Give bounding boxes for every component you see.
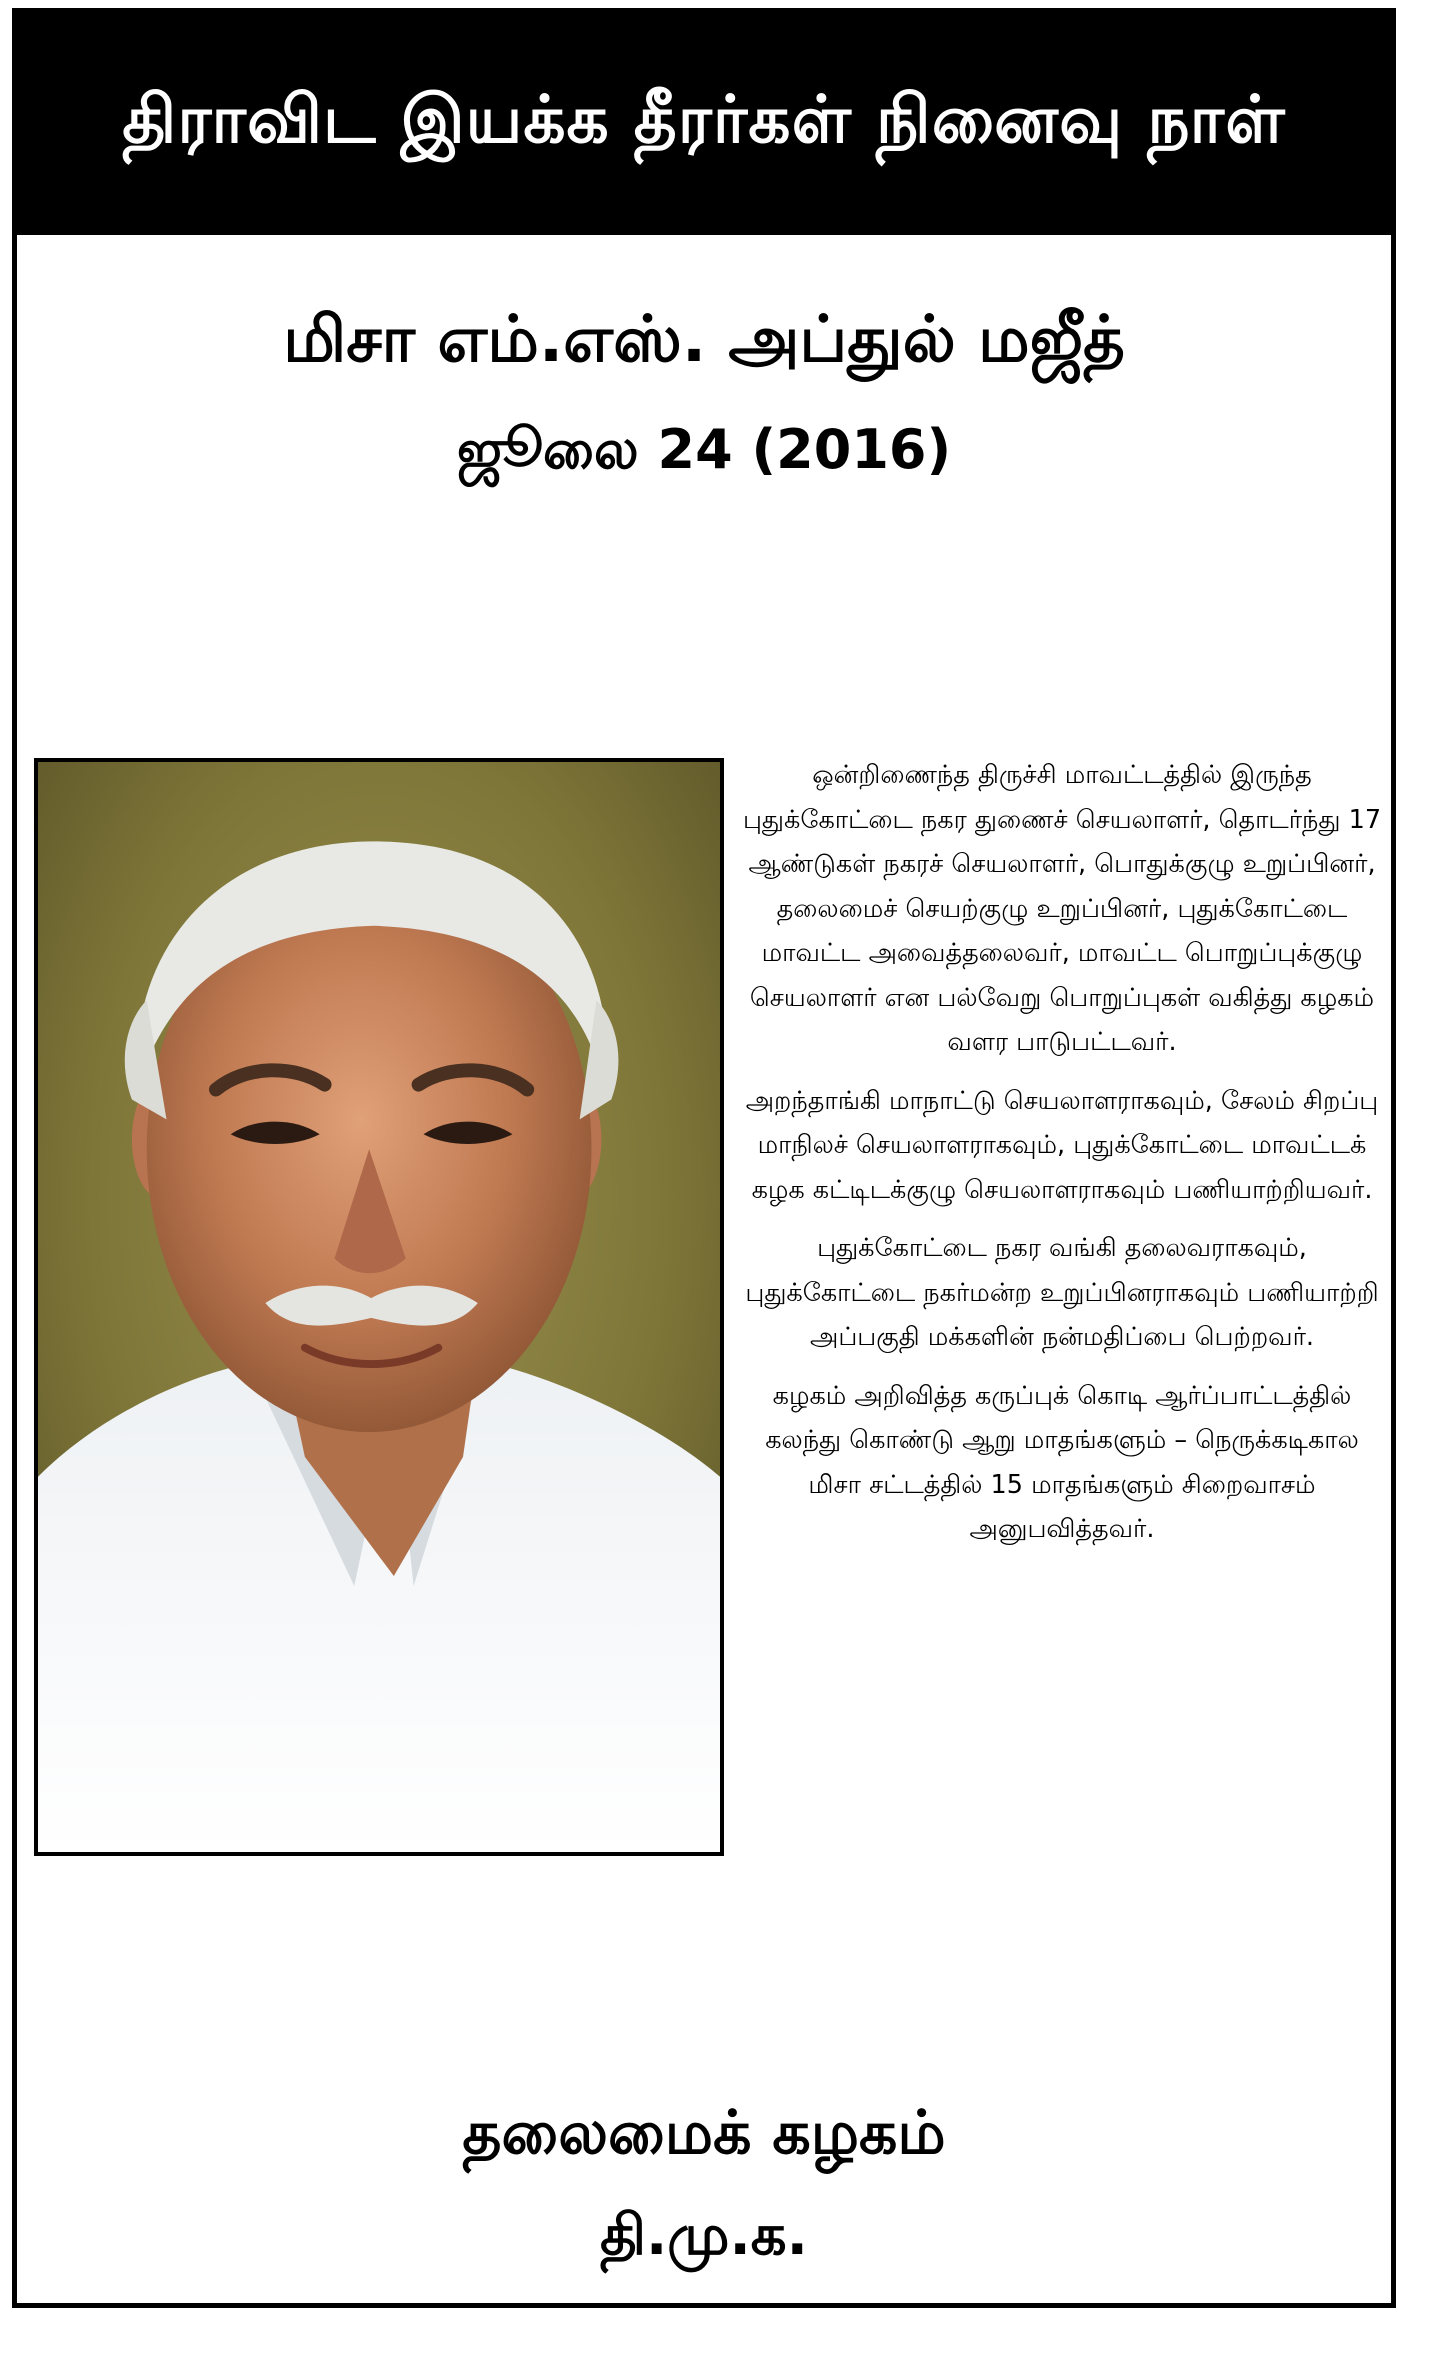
bio-paragraph-4: கழகம் அறிவித்த கருப்புக் கொடி ஆர்ப்பாட்டத்தில் கலந்து கொண்டு ஆறு மாதங்களும் – நெருக்கடிகால மிசா சட்டத்தில் 15 மாதங்களும் சிறைவாசம் அனுபவித்தவர். [765, 1380, 1359, 1544]
bio-paragraph-1: ஒன்றிணைந்த திருச்சி மாவட்டத்தில் இருந்த புதுக்கோட்டை நகர துணைச் செயலாளர், தொடர்ந்து 17 ஆண்டுகள் நகரச் செயலாளர், பொதுக்குழு உறுப்பினர், தலைமைச் செயற்குழு உறுப்பினர், புதுக்கோட்டை மாவட்ட அவைத்தலைவர், மாவட்ட பொறுப்புக்குழு செயலாளர் என பல்வேறு பொறுப்புகள் வகித்து கழகம் வளர பாடுபட்டவர். [742, 760, 1382, 1057]
person-name: மிசா எம்.எஸ். அப்துல் மஜீத் [283, 303, 1125, 377]
header-banner [17, 13, 1391, 235]
footer-party-abbreviation: தி.மு.க. [600, 2203, 808, 2268]
biography [742, 753, 1382, 1566]
bio-paragraph-2: அறந்தாங்கி மாநாட்டு செயலாளராகவும், சேலம் சிறப்பு மாநிலச் செயலாளராகவும், புதுக்கோட்டை மாவட்டக் கழக கட்டிடக்குழு செயலாளராகவும் பணியாற்றியவர். [745, 1085, 1379, 1205]
banner-title: திராவிட இயக்க தீரர்கள் நினைவு நாள் [122, 81, 1286, 158]
portrait-photo [34, 758, 724, 1856]
footer-organization: தலைமைக் கழகம் [462, 2098, 946, 2168]
bio-paragraph-3: புதுக்கோட்டை நகர வங்கி தலைவராகவும், புதுக்கோட்டை நகர்மன்ற உறுப்பினராகவும் பணியாற்றி அப்பகுதி மக்களின் நன்மதிப்பை பெற்றவர். [745, 1233, 1379, 1352]
memorial-poster [12, 8, 1396, 2308]
portrait-illustration [38, 762, 720, 1852]
memorial-date: ஜூலை 24 (2016) [456, 418, 952, 481]
